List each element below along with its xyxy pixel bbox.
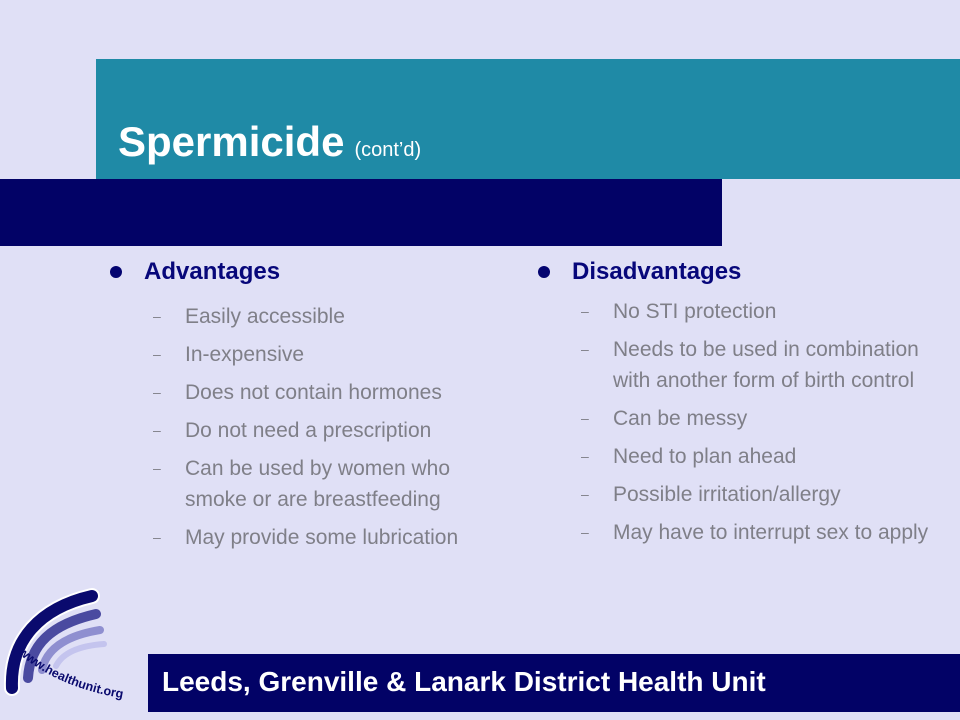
dash-icon: – (153, 529, 161, 545)
advantages-heading-text: Advantages (144, 258, 281, 285)
list-item-text: Possible irritation/allergy (613, 483, 841, 506)
list-item (536, 517, 936, 548)
dash-icon: – (581, 486, 589, 502)
list-item-text: Can be used by women who smoke or are breastfeeding (185, 457, 450, 511)
disadvantages-heading (536, 254, 936, 290)
advantages-column (108, 254, 508, 553)
dash-icon: – (153, 384, 161, 400)
list-item-text: In-expensive (185, 343, 305, 366)
health-unit-logo-icon (0, 570, 150, 720)
list-item (108, 339, 508, 370)
title-suffix: (cont’d) (354, 139, 422, 161)
list-item (108, 453, 508, 515)
list-item-text: Need to plan ahead (613, 445, 797, 468)
disadvantages-list (536, 296, 936, 548)
list-item-text: Needs to be used in combination with another form of birth control (613, 338, 919, 392)
list-item-text: Do not need a prescription (185, 419, 432, 442)
list-item (536, 441, 936, 472)
list-item (108, 301, 508, 332)
list-item-text: Easily accessible (185, 305, 345, 328)
dash-icon: – (581, 524, 589, 540)
logo-swoosh-center (56, 644, 104, 666)
dash-icon: – (153, 422, 161, 438)
dash-icon: – (581, 448, 589, 464)
list-item-text: No STI protection (613, 300, 777, 323)
footer-bar (148, 654, 960, 712)
footer-text: Leeds, Grenville & Lanark District Health Unit (162, 666, 766, 697)
dash-icon: – (581, 341, 589, 357)
list-item (108, 377, 508, 408)
advantages-heading (108, 254, 508, 290)
list-item (108, 522, 508, 553)
dash-icon: – (581, 410, 589, 426)
dash-icon: – (153, 460, 161, 476)
list-item (536, 403, 936, 434)
bullet-icon (110, 266, 122, 278)
list-item-text: May have to interrupt sex to apply (613, 521, 929, 544)
list-item (108, 415, 508, 446)
list-item (536, 296, 936, 327)
bullet-icon (538, 266, 550, 278)
list-item-text: Does not contain hormones (185, 381, 442, 404)
list-item-text: Can be messy (613, 407, 748, 430)
disadvantages-column (536, 254, 936, 548)
logo-text: www.healthunit.org (15, 644, 125, 702)
title-main: Spermicide (118, 118, 345, 165)
accent-band (0, 179, 722, 246)
slide-title (118, 118, 422, 165)
advantages-list (108, 301, 508, 553)
list-item (536, 479, 936, 510)
disadvantages-heading-text: Disadvantages (572, 258, 742, 285)
dash-icon: – (153, 308, 161, 324)
dash-icon: – (581, 303, 589, 319)
dash-icon: – (153, 346, 161, 362)
list-item-text: May provide some lubrication (185, 526, 459, 549)
list-item (536, 334, 936, 396)
